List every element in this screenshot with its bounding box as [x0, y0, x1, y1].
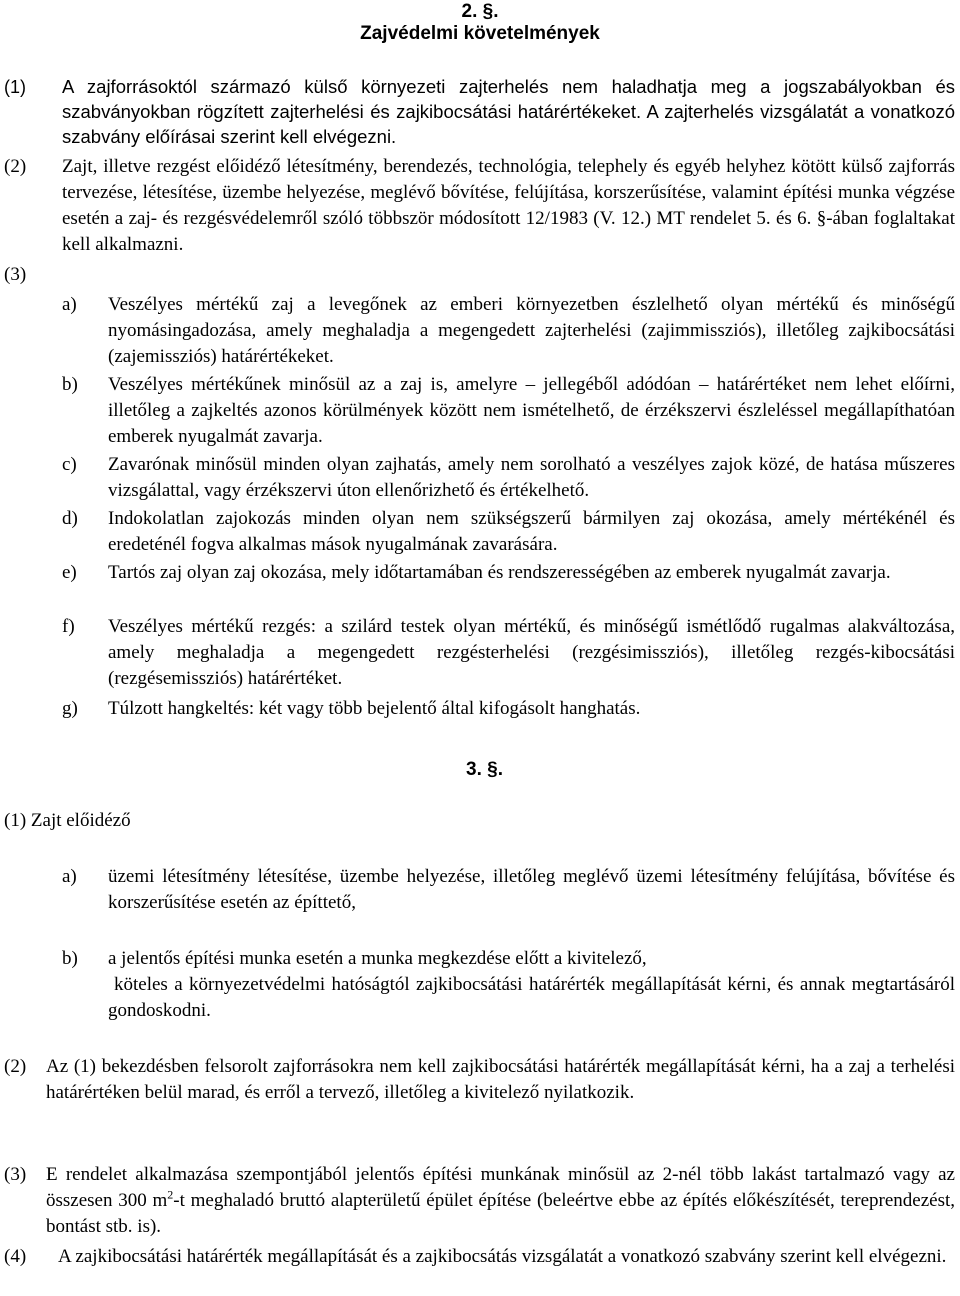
section-2-number: 2. §.	[461, 1, 499, 22]
paragraph-text: -t meghaladó bruttó alapterületű épület építése (beleértve ebbe az építés előkészítését, tereprendezést, bontást stb. is).	[46, 1190, 955, 1237]
list-item-text: Veszélyes mértékű rezgés: a szilárd testek olyan mértékű, és minőségű ismétlődő rugalmas alakváltozása, amely meghaladja a megengedett rezgésterhelési (rezgésimissziós), illetőleg rezgés-kibocsátási (rezgésemissziós) határértéket.	[108, 616, 955, 689]
superscript: 2	[167, 1187, 174, 1202]
paragraph-text: A zajkibocsátási határérték megállapítását és a zajkibocsátás vizsgálatát a vonatkozó szabvány szerint kell elvégezni.	[58, 1246, 947, 1267]
list-item-text: Indokolatlan zajokozás minden olyan nem szükségszerű bármilyen zaj okozása, amely mértékénél és eredeténél fogva alkalmas mások nyugalmának zavarására.	[108, 508, 955, 555]
section-3-number: 3. §.	[466, 759, 503, 780]
list-item-text: Zavarónak minősül minden olyan zajhatás, amely nem sorolható a veszélyes zajok közé, de hatása műszeres vizsgálattal, vagy érzékszervi úton ellenőrizhető és értékelhető.	[108, 454, 955, 501]
list-item-text: Túlzott hangkeltés: két vagy több bejelentő által kifogásolt hanghatás.	[108, 698, 641, 719]
list-item-text: Veszélyes mértékű zaj a levegőnek az emberi környezetben észlelhető olyan mértékű és minőségű nyomásingadozása, amely meghaladja a megengedett zajterhelési (zajimmissziós), illetőleg zajkibocsátási (zajemissziós) határértékeket.	[108, 294, 955, 367]
paragraph-2-1	[62, 74, 955, 149]
paragraph-number: (2)	[4, 156, 27, 177]
list-letter: b)	[62, 948, 78, 969]
list-letter: c)	[62, 454, 77, 475]
list-letter: b)	[62, 374, 78, 395]
paragraph-number: (3)	[4, 264, 27, 285]
list-letter: d)	[62, 508, 78, 529]
paragraph-number: (3)	[4, 1164, 27, 1185]
paragraph-text: A zajforrásoktól származó külső környezeti zajterhelés nem haladhatja meg a jogszabályokban és szabványokban rögzített zajterhelési és zajkibocsátási határértékeket. A zajterhelés vizsgálatát a vonatkozó szabvány előírásai szerint kell elvégezni.	[62, 76, 955, 147]
list-letter: g)	[62, 698, 78, 719]
paragraph-text: E rendelet alkalmazása szempontjából jelentős építési munkának minősül az 2-nél több lakást tartalmazó vagy az összesen 300 m	[46, 1164, 955, 1211]
paragraph-3-4	[58, 1244, 955, 1270]
list-item-text: Veszélyes mértékűnek minősül az a zaj is, amelyre – jellegéből adódóan – határértéket nem lehet előírni, illetőleg a zajkeltés azonos körülmények között nem ismételhető, de érzékszervi észleléssel megállapíthatóan emberek nyugalmát zavarja.	[108, 374, 955, 447]
paragraph-2-2: Zajt, illetve rezgést előidéző létesítmény, berendezés, technológia, telephely és egyéb helyhez kötött külső zajforrás tervezése, létesítése, üzembe helyezése, meglévő bővítése, felújítása, korszerűsítése, valamint építési munka végzése esetén a zaj- és rezgésvédelemről szóló többször módosított 12/1983 (V. 12.) MT rendelet 5. és 6. §-ában foglaltakat kell alkalmazni.	[62, 156, 955, 255]
paragraph-number: (2)	[4, 1056, 27, 1077]
list-letter: a)	[62, 866, 77, 887]
paragraph-3-1-intro: (1) Zajt előidéző	[4, 810, 131, 831]
paragraph-text: Az (1) bekezdésben felsorolt zajforrásokra nem kell zajkibocsátási határérték megállapítását kérni, ha a zaj a terhelési határértéken belül marad, és erről a tervező, illetőleg a kivitelező nyilatkozik.	[46, 1056, 955, 1103]
list-letter: a)	[62, 294, 77, 315]
section-2-title: Zajvédelmi követelmények	[360, 23, 600, 44]
list-letter: e)	[62, 562, 77, 583]
paragraph-number: (4)	[4, 1246, 27, 1267]
list-letter: f)	[62, 616, 75, 637]
list-item-text: a jelentős építési munka esetén a munka megkezdése előtt a kivitelező,	[108, 948, 647, 969]
paragraph-number: (1)	[4, 77, 26, 97]
list-item-text: Tartós zaj olyan zaj okozása, mely időtartamában és rendszerességében az emberek nyugalmát zavarja.	[108, 562, 891, 583]
list-item-text: üzemi létesítmény létesítése, üzembe helyezése, illetőleg meglévő üzemi létesítmény felújítása, bővítése és korszerűsítése esetén az építtető,	[108, 866, 955, 913]
paragraph-3-2	[46, 1054, 955, 1106]
paragraph-3-3	[46, 1162, 955, 1240]
paragraph-text: köteles a környezetvédelmi hatóságtól zajkibocsátási határérték megállapítását kérni, és annak megtartásáról gondoskodni.	[108, 974, 955, 1021]
